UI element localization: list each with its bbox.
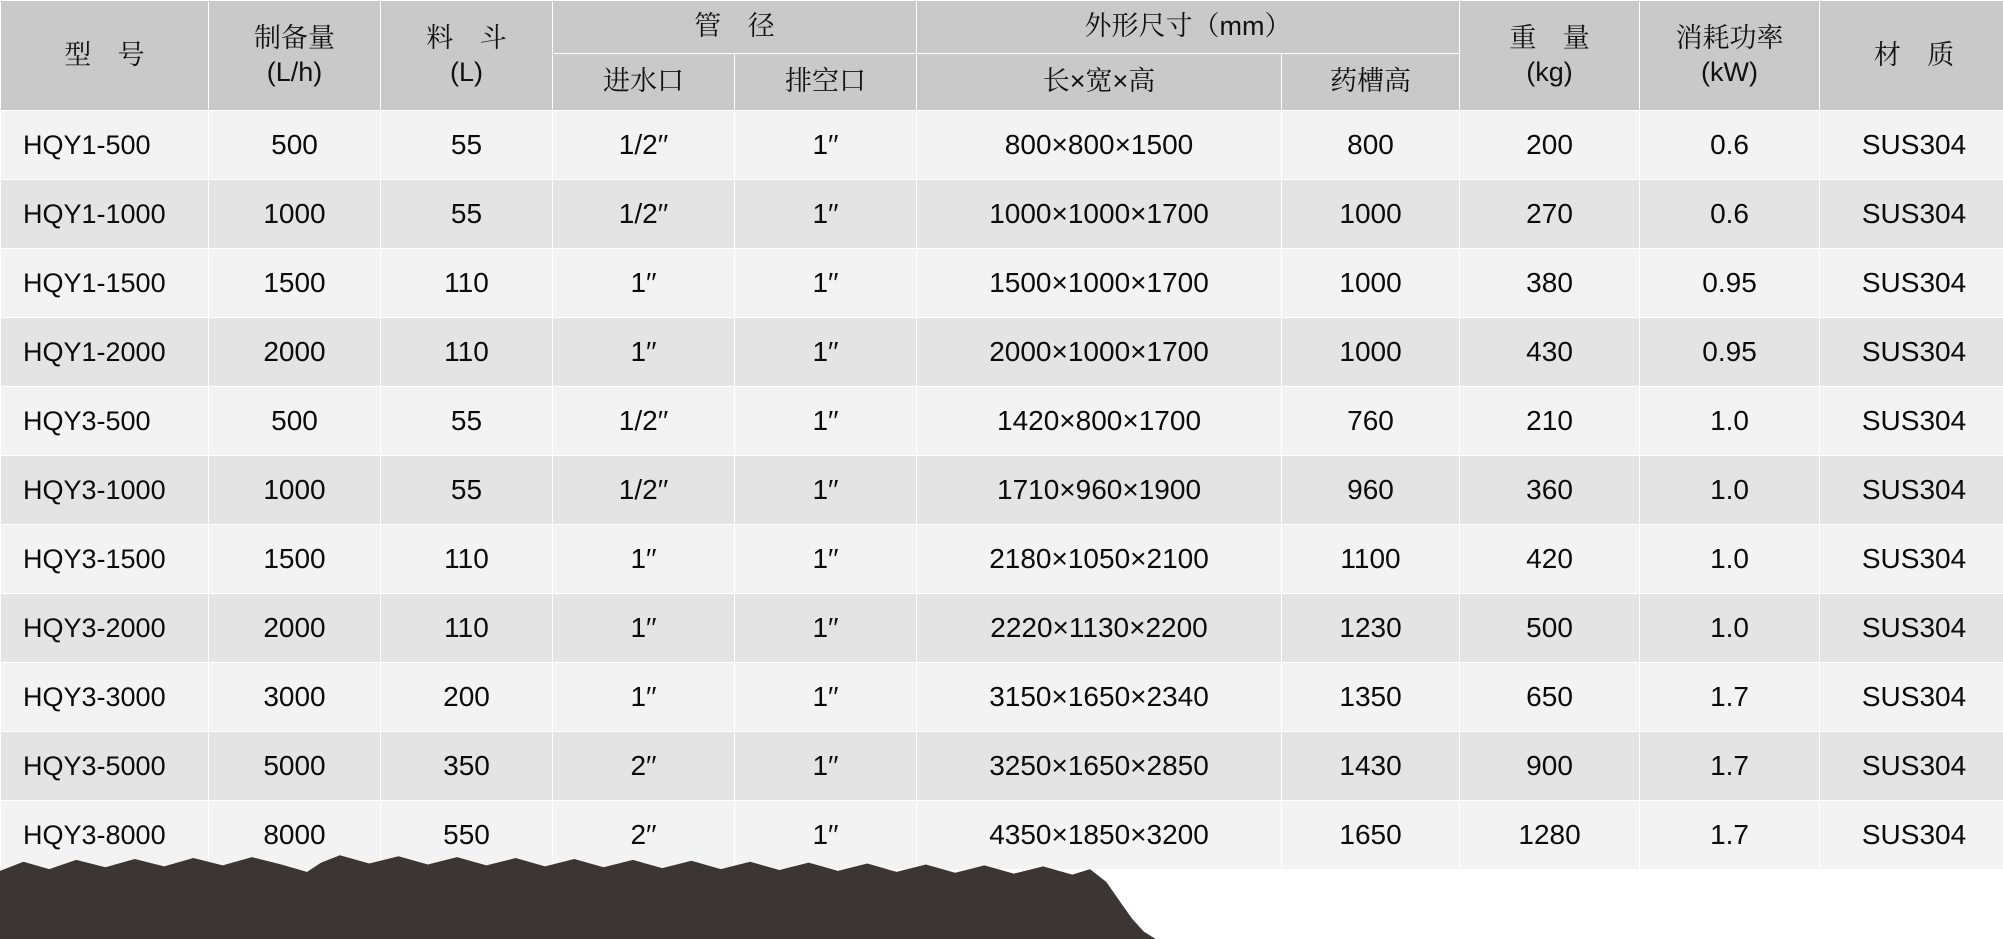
table-row xyxy=(1,111,2003,180)
cell-inlet: 1′′ xyxy=(553,663,735,732)
cell-weight: 380 xyxy=(1460,249,1640,318)
cell-weight: 1280 xyxy=(1460,801,1640,870)
column-header-dimensions-label: 外形尺寸（mm） xyxy=(1084,11,1292,42)
cell-tank-height: 1650 xyxy=(1282,801,1460,870)
column-header-dimensions xyxy=(917,1,1460,54)
cell-model: HQY3-5000 xyxy=(1,732,209,801)
cell-capacity: 500 xyxy=(209,111,381,180)
cell-weight: 420 xyxy=(1460,525,1640,594)
cell-drain: 1′′ xyxy=(735,663,917,732)
column-header-weight-line2: (kg) xyxy=(1526,56,1573,87)
cell-tank-height: 1000 xyxy=(1282,180,1460,249)
column-header-hopper xyxy=(381,1,553,111)
cell-power: 1.7 xyxy=(1640,801,1820,870)
cell-hopper: 55 xyxy=(381,180,553,249)
column-header-drain-label: 排空口 xyxy=(785,66,866,97)
cell-power: 1.0 xyxy=(1640,525,1820,594)
column-header-hopper-line1: 料 斗 xyxy=(426,22,517,53)
column-header-model-label: 型 号 xyxy=(64,39,155,70)
cell-capacity: 500 xyxy=(209,387,381,456)
cell-capacity: 1000 xyxy=(209,180,381,249)
column-header-power-line1: 消耗功率 xyxy=(1675,22,1784,53)
column-header-tank-height-label: 药槽高 xyxy=(1330,66,1412,97)
column-header-lwh-label: 长×宽×高 xyxy=(1042,66,1156,97)
cell-weight: 270 xyxy=(1460,180,1640,249)
cell-power: 1.0 xyxy=(1640,594,1820,663)
cell-drain: 1′′ xyxy=(735,111,917,180)
cell-inlet: 1′′ xyxy=(553,249,735,318)
cell-material: SUS304 xyxy=(1820,180,2003,249)
cell-hopper: 110 xyxy=(381,594,553,663)
table-header-row-top xyxy=(1,1,2003,54)
cell-dimensions: 1710×960×1900 xyxy=(917,456,1282,525)
cell-drain: 1′′ xyxy=(735,732,917,801)
cell-inlet: 1/2′′ xyxy=(553,456,735,525)
cell-dimensions: 1500×1000×1700 xyxy=(917,249,1282,318)
column-header-hopper-line2: (L) xyxy=(450,56,483,87)
column-header-weight-line1: 重 量 xyxy=(1509,22,1600,53)
table-row xyxy=(1,801,2003,870)
cell-capacity: 1500 xyxy=(209,249,381,318)
cell-tank-height: 1100 xyxy=(1282,525,1460,594)
cell-material: SUS304 xyxy=(1820,387,2003,456)
cell-material: SUS304 xyxy=(1820,249,2003,318)
cell-material: SUS304 xyxy=(1820,801,2003,870)
cell-inlet: 1′′ xyxy=(553,594,735,663)
cell-dimensions: 2180×1050×2100 xyxy=(917,525,1282,594)
cell-drain: 1′′ xyxy=(735,456,917,525)
cell-hopper: 55 xyxy=(381,111,553,180)
cell-material: SUS304 xyxy=(1820,663,2003,732)
cell-hopper: 110 xyxy=(381,525,553,594)
cell-weight: 900 xyxy=(1460,732,1640,801)
cell-model: HQY3-500 xyxy=(1,387,209,456)
cell-dimensions: 3150×1650×2340 xyxy=(917,663,1282,732)
cell-model: HQY1-1500 xyxy=(1,249,209,318)
cell-material: SUS304 xyxy=(1820,594,2003,663)
cell-capacity: 8000 xyxy=(209,801,381,870)
cell-tank-height: 760 xyxy=(1282,387,1460,456)
table-row xyxy=(1,180,2003,249)
column-header-lwh xyxy=(917,54,1282,111)
column-header-material-label: 材 质 xyxy=(1873,39,1964,70)
cell-model: HQY3-3000 xyxy=(1,663,209,732)
table-row xyxy=(1,249,2003,318)
table-body xyxy=(1,111,2003,870)
cell-capacity: 1500 xyxy=(209,525,381,594)
column-header-model xyxy=(1,1,209,111)
cell-dimensions: 3250×1650×2850 xyxy=(917,732,1282,801)
cell-weight: 200 xyxy=(1460,111,1640,180)
cell-material: SUS304 xyxy=(1820,318,2003,387)
column-header-capacity-line1: 制备量 xyxy=(254,22,335,53)
cell-tank-height: 1000 xyxy=(1282,318,1460,387)
column-header-capacity-line2: (L/h) xyxy=(266,56,323,87)
cell-model: HQY1-1000 xyxy=(1,180,209,249)
cell-drain: 1′′ xyxy=(735,180,917,249)
cell-power: 1.0 xyxy=(1640,456,1820,525)
column-header-power-line2: (kW) xyxy=(1701,56,1759,87)
cell-hopper: 55 xyxy=(381,456,553,525)
cell-weight: 360 xyxy=(1460,456,1640,525)
column-header-weight xyxy=(1460,1,1640,111)
cell-material: SUS304 xyxy=(1820,525,2003,594)
cell-tank-height: 960 xyxy=(1282,456,1460,525)
column-header-drain xyxy=(735,54,917,111)
cell-weight: 210 xyxy=(1460,387,1640,456)
cell-power: 1.7 xyxy=(1640,663,1820,732)
cell-power: 0.6 xyxy=(1640,180,1820,249)
cell-model: HQY1-500 xyxy=(1,111,209,180)
cell-material: SUS304 xyxy=(1820,111,2003,180)
table-row xyxy=(1,525,2003,594)
cell-drain: 1′′ xyxy=(735,318,917,387)
cell-drain: 1′′ xyxy=(735,249,917,318)
cell-material: SUS304 xyxy=(1820,732,2003,801)
cell-hopper: 110 xyxy=(381,318,553,387)
table-row xyxy=(1,318,2003,387)
column-header-inlet-label: 进水口 xyxy=(603,66,684,97)
cell-power: 0.6 xyxy=(1640,111,1820,180)
cell-hopper: 200 xyxy=(381,663,553,732)
cell-drain: 1′′ xyxy=(735,387,917,456)
cell-weight: 500 xyxy=(1460,594,1640,663)
cell-inlet: 2′′ xyxy=(553,732,735,801)
column-header-power xyxy=(1640,1,1820,111)
cell-tank-height: 1430 xyxy=(1282,732,1460,801)
column-header-pipe-diameter xyxy=(553,1,917,54)
cell-model: HQY3-1500 xyxy=(1,525,209,594)
cell-dimensions: 1000×1000×1700 xyxy=(917,180,1282,249)
cell-tank-height: 1230 xyxy=(1282,594,1460,663)
cell-model: HQY1-2000 xyxy=(1,318,209,387)
cell-capacity: 5000 xyxy=(209,732,381,801)
cell-drain: 1′′ xyxy=(735,525,917,594)
cell-inlet: 1′′ xyxy=(553,525,735,594)
column-header-tank-height xyxy=(1282,54,1460,111)
cell-model: HQY3-1000 xyxy=(1,456,209,525)
cell-power: 0.95 xyxy=(1640,249,1820,318)
cell-power: 1.0 xyxy=(1640,387,1820,456)
column-header-inlet xyxy=(553,54,735,111)
cell-tank-height: 1350 xyxy=(1282,663,1460,732)
cell-model: HQY3-8000 xyxy=(1,801,209,870)
table-row xyxy=(1,456,2003,525)
cell-drain: 1′′ xyxy=(735,594,917,663)
cell-inlet: 1/2′′ xyxy=(553,180,735,249)
cell-capacity: 2000 xyxy=(209,318,381,387)
cell-dimensions: 1420×800×1700 xyxy=(917,387,1282,456)
column-header-material xyxy=(1820,1,2003,111)
cell-drain: 1′′ xyxy=(735,801,917,870)
cell-inlet: 2′′ xyxy=(553,801,735,870)
cell-capacity: 2000 xyxy=(209,594,381,663)
column-header-pipe-diameter-label: 管 径 xyxy=(694,11,785,42)
cell-dimensions: 800×800×1500 xyxy=(917,111,1282,180)
cell-dimensions: 2220×1130×2200 xyxy=(917,594,1282,663)
table-row xyxy=(1,387,2003,456)
cell-hopper: 550 xyxy=(381,801,553,870)
cell-dimensions: 4350×1850×3200 xyxy=(917,801,1282,870)
cell-capacity: 1000 xyxy=(209,456,381,525)
cell-tank-height: 800 xyxy=(1282,111,1460,180)
cell-model: HQY3-2000 xyxy=(1,594,209,663)
cell-tank-height: 1000 xyxy=(1282,249,1460,318)
cell-hopper: 350 xyxy=(381,732,553,801)
cell-weight: 650 xyxy=(1460,663,1640,732)
table-row xyxy=(1,594,2003,663)
cell-inlet: 1/2′′ xyxy=(553,111,735,180)
cell-inlet: 1/2′′ xyxy=(553,387,735,456)
cell-hopper: 110 xyxy=(381,249,553,318)
cell-material: SUS304 xyxy=(1820,456,2003,525)
column-header-capacity xyxy=(209,1,381,111)
table-row xyxy=(1,663,2003,732)
cell-power: 1.7 xyxy=(1640,732,1820,801)
table-row xyxy=(1,732,2003,801)
cell-power: 0.95 xyxy=(1640,318,1820,387)
cell-dimensions: 2000×1000×1700 xyxy=(917,318,1282,387)
table-header xyxy=(1,1,2003,111)
cell-hopper: 55 xyxy=(381,387,553,456)
cell-capacity: 3000 xyxy=(209,663,381,732)
cell-inlet: 1′′ xyxy=(553,318,735,387)
cell-weight: 430 xyxy=(1460,318,1640,387)
